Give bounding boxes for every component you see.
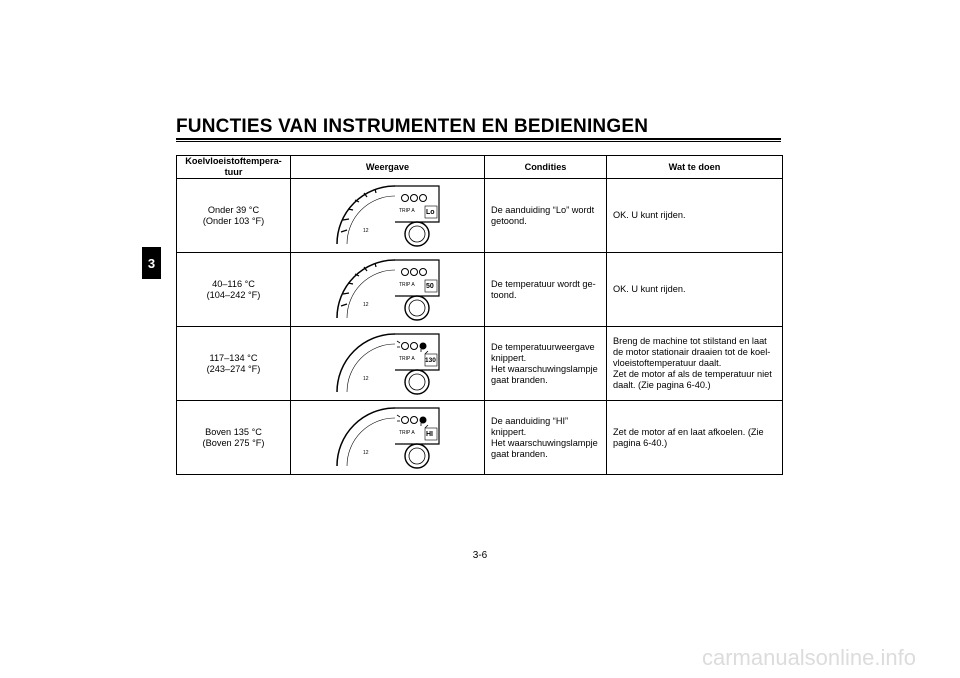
- instrument-cluster-illustration: [333, 182, 443, 250]
- condition-line: gaat branden.: [491, 374, 548, 385]
- action-cell: [607, 253, 783, 327]
- condition-line: gaat branden.: [491, 448, 548, 459]
- temp-celsius: Onder 39 °C: [207, 204, 260, 215]
- temp-celsius: 40–116 °C: [212, 278, 255, 289]
- temp-cell: [177, 401, 291, 475]
- condition-cell: [485, 401, 607, 475]
- temperature-readout: HI: [425, 430, 433, 438]
- table-row: [177, 327, 783, 401]
- svg-text:12: 12: [362, 449, 369, 456]
- temp-cell: [177, 253, 291, 327]
- temp-fahrenheit: (104–242 °F): [206, 289, 261, 300]
- chapter-tab: 3: [142, 247, 161, 279]
- svg-text:TRIP A: TRIP A: [398, 429, 415, 436]
- table-row: [177, 253, 783, 327]
- condition-cell: [485, 179, 607, 253]
- temp-cell: [177, 327, 291, 401]
- condition-line: Het waarschuwingslampje: [491, 363, 598, 374]
- condition-line: Het waarschuwingslampje: [491, 437, 598, 448]
- condition-line: De temperatuurweergave: [491, 341, 595, 352]
- warning-light-icon: [419, 416, 426, 423]
- action-line: Breng de machine tot stilstand en laat: [613, 336, 767, 346]
- action-line: vloeistoftemperatuur daalt.: [613, 358, 722, 368]
- table-row: [177, 179, 783, 253]
- condition-cell: [485, 327, 607, 401]
- temp-celsius: 117–134 °C: [209, 352, 258, 363]
- condition-line: getoond.: [491, 215, 527, 226]
- action-line: OK. U kunt rijden.: [613, 210, 686, 220]
- temp-celsius: Boven 135 °C: [205, 426, 262, 437]
- action-line: de motor stationair draaien tot de koel-: [613, 347, 771, 357]
- instrument-cluster-illustration: [333, 330, 443, 398]
- table-header-row: [177, 156, 783, 179]
- instrument-cluster-illustration: [333, 404, 443, 472]
- temperature-readout: Lo: [425, 208, 435, 216]
- action-cell: [607, 179, 783, 253]
- header-conditions: Condities: [485, 156, 607, 179]
- action-line: daalt. (Zie pagina 6-40.): [613, 380, 711, 390]
- svg-text:12: 12: [362, 375, 369, 382]
- temp-fahrenheit: (Onder 103 °F): [202, 215, 265, 226]
- warning-light-icon: [419, 342, 426, 349]
- header-action: Wat te doen: [607, 156, 783, 179]
- instrument-cluster-illustration: [333, 256, 443, 324]
- action-line: Zet de motor af als de temperatuur niet: [613, 369, 772, 379]
- display-illustration-cell: [291, 401, 485, 475]
- action-cell: [607, 401, 783, 475]
- temperature-readout: 130: [424, 356, 436, 364]
- display-illustration-cell: [291, 327, 485, 401]
- coolant-temperature-table: [176, 155, 783, 475]
- display-illustration-cell: [291, 179, 485, 253]
- display-illustration-cell: [291, 253, 485, 327]
- svg-text:12: 12: [362, 301, 369, 308]
- condition-cell: [485, 253, 607, 327]
- condition-line: De aanduiding “Lo” wordt: [491, 204, 595, 215]
- watermark: carmanualsonline.info: [701, 645, 916, 670]
- condition-line: De temperatuur wordt ge-: [491, 278, 596, 289]
- action-line: pagina 6-40.): [613, 437, 668, 448]
- svg-text:TRIP A: TRIP A: [398, 355, 415, 362]
- page-number: 3-6: [472, 550, 488, 561]
- temp-fahrenheit: (Boven 275 °F): [202, 437, 265, 448]
- table-row: [177, 401, 783, 475]
- temperature-readout: 50: [425, 282, 434, 290]
- condition-line: De aanduiding “HI” knippert.: [491, 415, 569, 437]
- action-line: Zet de motor af en laat afkoelen. (Zie: [613, 426, 764, 437]
- svg-text:12: 12: [362, 227, 369, 234]
- action-line: OK. U kunt rijden.: [613, 284, 686, 294]
- page-title: FUNCTIES VAN INSTRUMENTEN EN BEDIENINGEN: [176, 116, 649, 137]
- condition-line: knippert.: [491, 352, 527, 363]
- condition-line: toond.: [491, 289, 517, 300]
- header-display: Weergave: [291, 156, 485, 179]
- temp-fahrenheit: (243–274 °F): [206, 363, 261, 374]
- svg-text:TRIP A: TRIP A: [398, 281, 415, 288]
- title-rule-thin: [176, 141, 781, 142]
- temp-cell: [177, 179, 291, 253]
- title-rule: [176, 138, 781, 140]
- header-temperature: Koelvloeistoftempera-tuur: [177, 156, 291, 179]
- action-cell: [607, 327, 783, 401]
- svg-text:TRIP A: TRIP A: [398, 207, 415, 214]
